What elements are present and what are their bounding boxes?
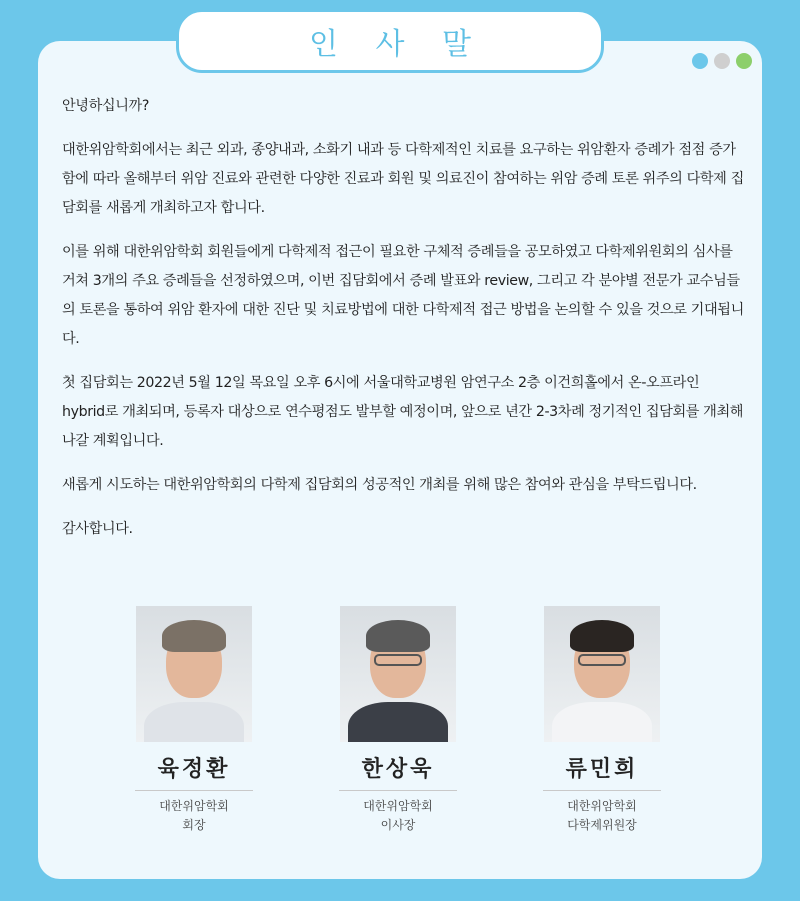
signatory-org: 대한위암학회 (567, 799, 637, 813)
signatory-org: 대한위암학회 (159, 799, 229, 813)
greeting-text (62, 92, 746, 559)
signatory-title: 회장 (182, 818, 206, 832)
signatory-title: 다학제위원장 (567, 818, 637, 832)
signatory-president (134, 606, 254, 835)
window-dots (692, 53, 752, 69)
signatory-chairman (338, 606, 458, 835)
blue-dot-icon (692, 53, 708, 69)
greeting-paragraph-5: 새롭게 시도하는 대한위암학회의 다학제 집담회의 성공적인 개최를 위해 많은 참여와 관심을 부탁드립니다. (62, 477, 697, 493)
title-tab (176, 9, 604, 73)
signatory-name: 한상욱 (361, 757, 435, 782)
signatory-title: 이사장 (380, 818, 416, 832)
portrait-photo (340, 606, 456, 742)
signatory-org: 대한위암학회 (363, 799, 433, 813)
greeting-paragraph-2: 대한위암학회에서는 최근 외과, 종양내과, 소화기 내과 등 다학제적인 치료를 요구하는 위암환자 증례가 점점 증가함에 따라 올해부터 위암 진료와 관련한 다양한 진료과 회원 및 의료진이 참여하는 위암 증례 토론 위주의 다학제 집담회를 새롭게 개최하고자 합니다. (62, 142, 744, 216)
signatory-name: 육정환 (157, 757, 231, 782)
portrait-photo (136, 606, 252, 742)
greeting-paragraph-6: 감사합니다. (62, 521, 133, 537)
page-title: 인 사 말 (308, 27, 485, 62)
green-dot-icon (736, 53, 752, 69)
signatory-name: 류민희 (565, 757, 639, 782)
portrait-photo (544, 606, 660, 742)
greeting-paragraph-4: 첫 집담회는 2022년 5월 12일 목요일 오후 6시에 서울대학교병원 암연구소 2층 이건희홀에서 온-오프라인 hybrid로 개최되며, 등록자 대상으로 연수평점도 발부할 예정이며, 앞으로 년간 2-3차례 정기적인 집담회를 개최해 나갈 계획입니다. (62, 375, 744, 449)
greeting-paragraph-3: 이를 위해 대한위암학회 회원들에게 다학제적 접근이 필요한 구체적 증례들을 공모하였고 다학제위원회의 심사를 거쳐 3개의 주요 증례들을 선정하였으며, 이번 집담회에서 증례 발표와 review, 그리고 각 분야별 전문가 교수님들의 토론을 통하여 위암 환자에 대한 진단 및 치료방법에 대한 다학제적 접근 방법을 논의할 수 있을 것으로 기대됩니다. (62, 244, 744, 347)
greeting-paragraph-1: 안녕하십니까? (62, 98, 149, 114)
gray-dot-icon (714, 53, 730, 69)
signatory-committee-chair (542, 606, 662, 835)
